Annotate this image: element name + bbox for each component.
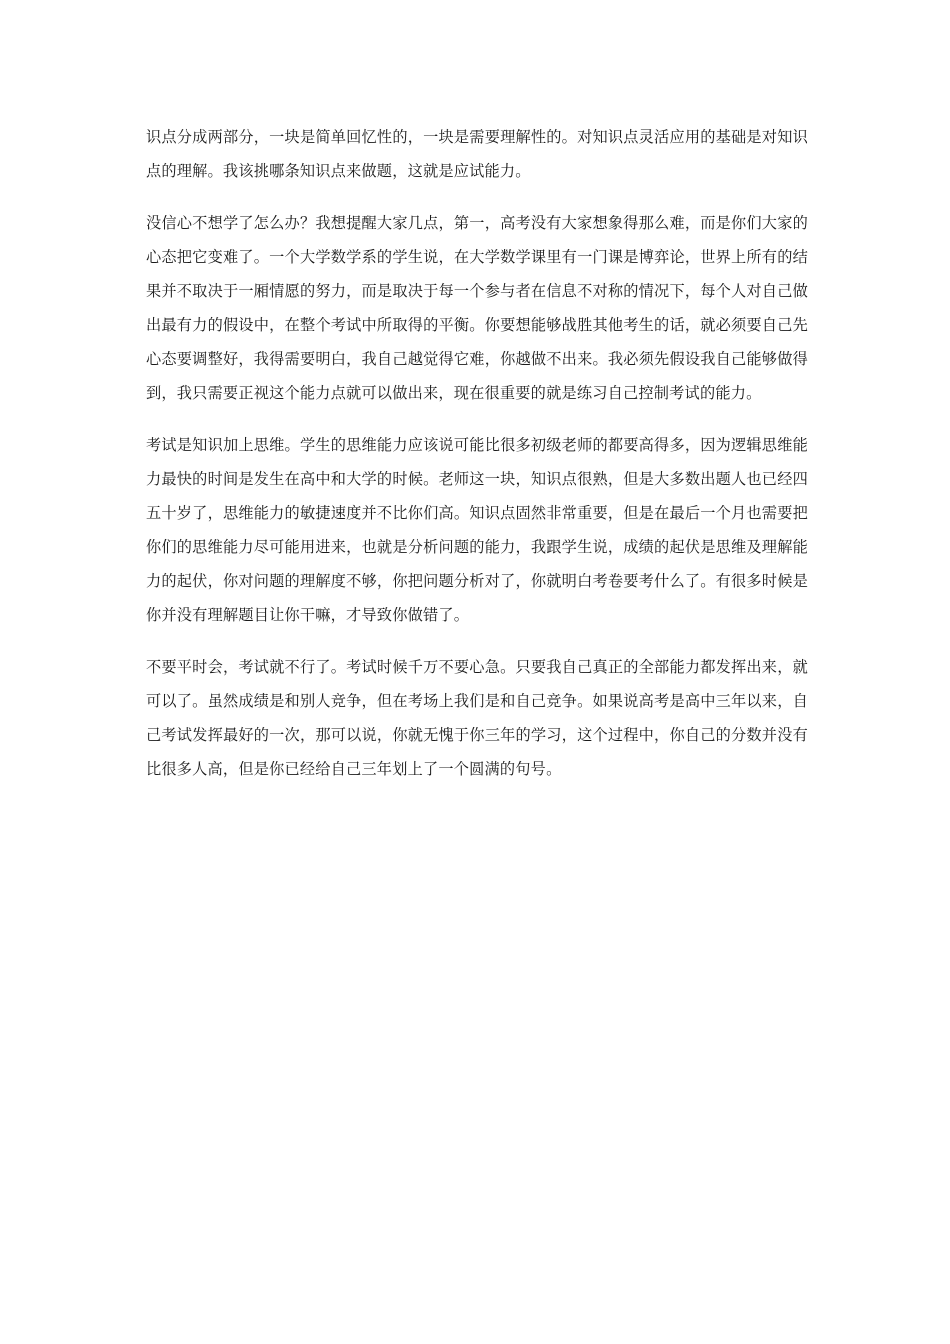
paragraph-2: 没信心不想学了怎么办？我想提醒大家几点，第一，高考没有大家想象得那么难，而是你们大家的心态把它变难了。一个大学数学系的学生说，在大学数学课里有一门课是博弈论，世界上所有的结果并不取决于一厢情愿的努力，而是取决于每一个参与者在信息不对称的情况下，每个人对自己做出最有力的假设中，在整个考试中所取得的平衡。你要想能够战胜其他考生的话，就必须要自己先心态要调整好，我得需要明白，我自己越觉得它难，你越做不出来。我必须先假设我自己能够做得到，我只需要正视这个能力点就可以做出来，现在很重要的就是练习自己控制考试的能力。 [146, 214, 808, 402]
paragraph-3: 考试是知识加上思维。学生的思维能力应该说可能比很多初级老师的都要高得多，因为逻辑思维能力最快的时间是发生在高中和大学的时候。老师这一块，知识点很熟，但是大多数出题人也已经四五十岁了，思维能力的敏捷速度并不比你们高。知识点固然非常重要，但是在最后一个月也需要把你们的思维能力尽可能用进来，也就是分析问题的能力，我跟学生说，成绩的起伏是思维及理解能力的起伏，你对问题的理解度不够，你把问题分析对了，你就明白考卷要考什么了。有很多时候是你并没有理解题目让你干嘛，才导致你做错了。 [146, 436, 808, 624]
document-body [146, 120, 808, 786]
paragraph-4: 不要平时会，考试就不行了。考试时候千万不要心急。只要我自己真正的全部能力都发挥出来，就可以了。虽然成绩是和别人竞争，但在考场上我们是和自己竞争。如果说高考是高中三年以来，自己考试发挥最好的一次，那可以说，你就无愧于你三年的学习，这个过程中，你自己的分数并没有比很多人高，但是你已经给自己三年划上了一个圆满的句号。 [146, 658, 808, 778]
paragraph-1: 识点分成两部分，一块是简单回忆性的，一块是需要理解性的。对知识点灵活应用的基础是对知识点的理解。我该挑哪条知识点来做题，这就是应试能力。 [146, 128, 808, 180]
